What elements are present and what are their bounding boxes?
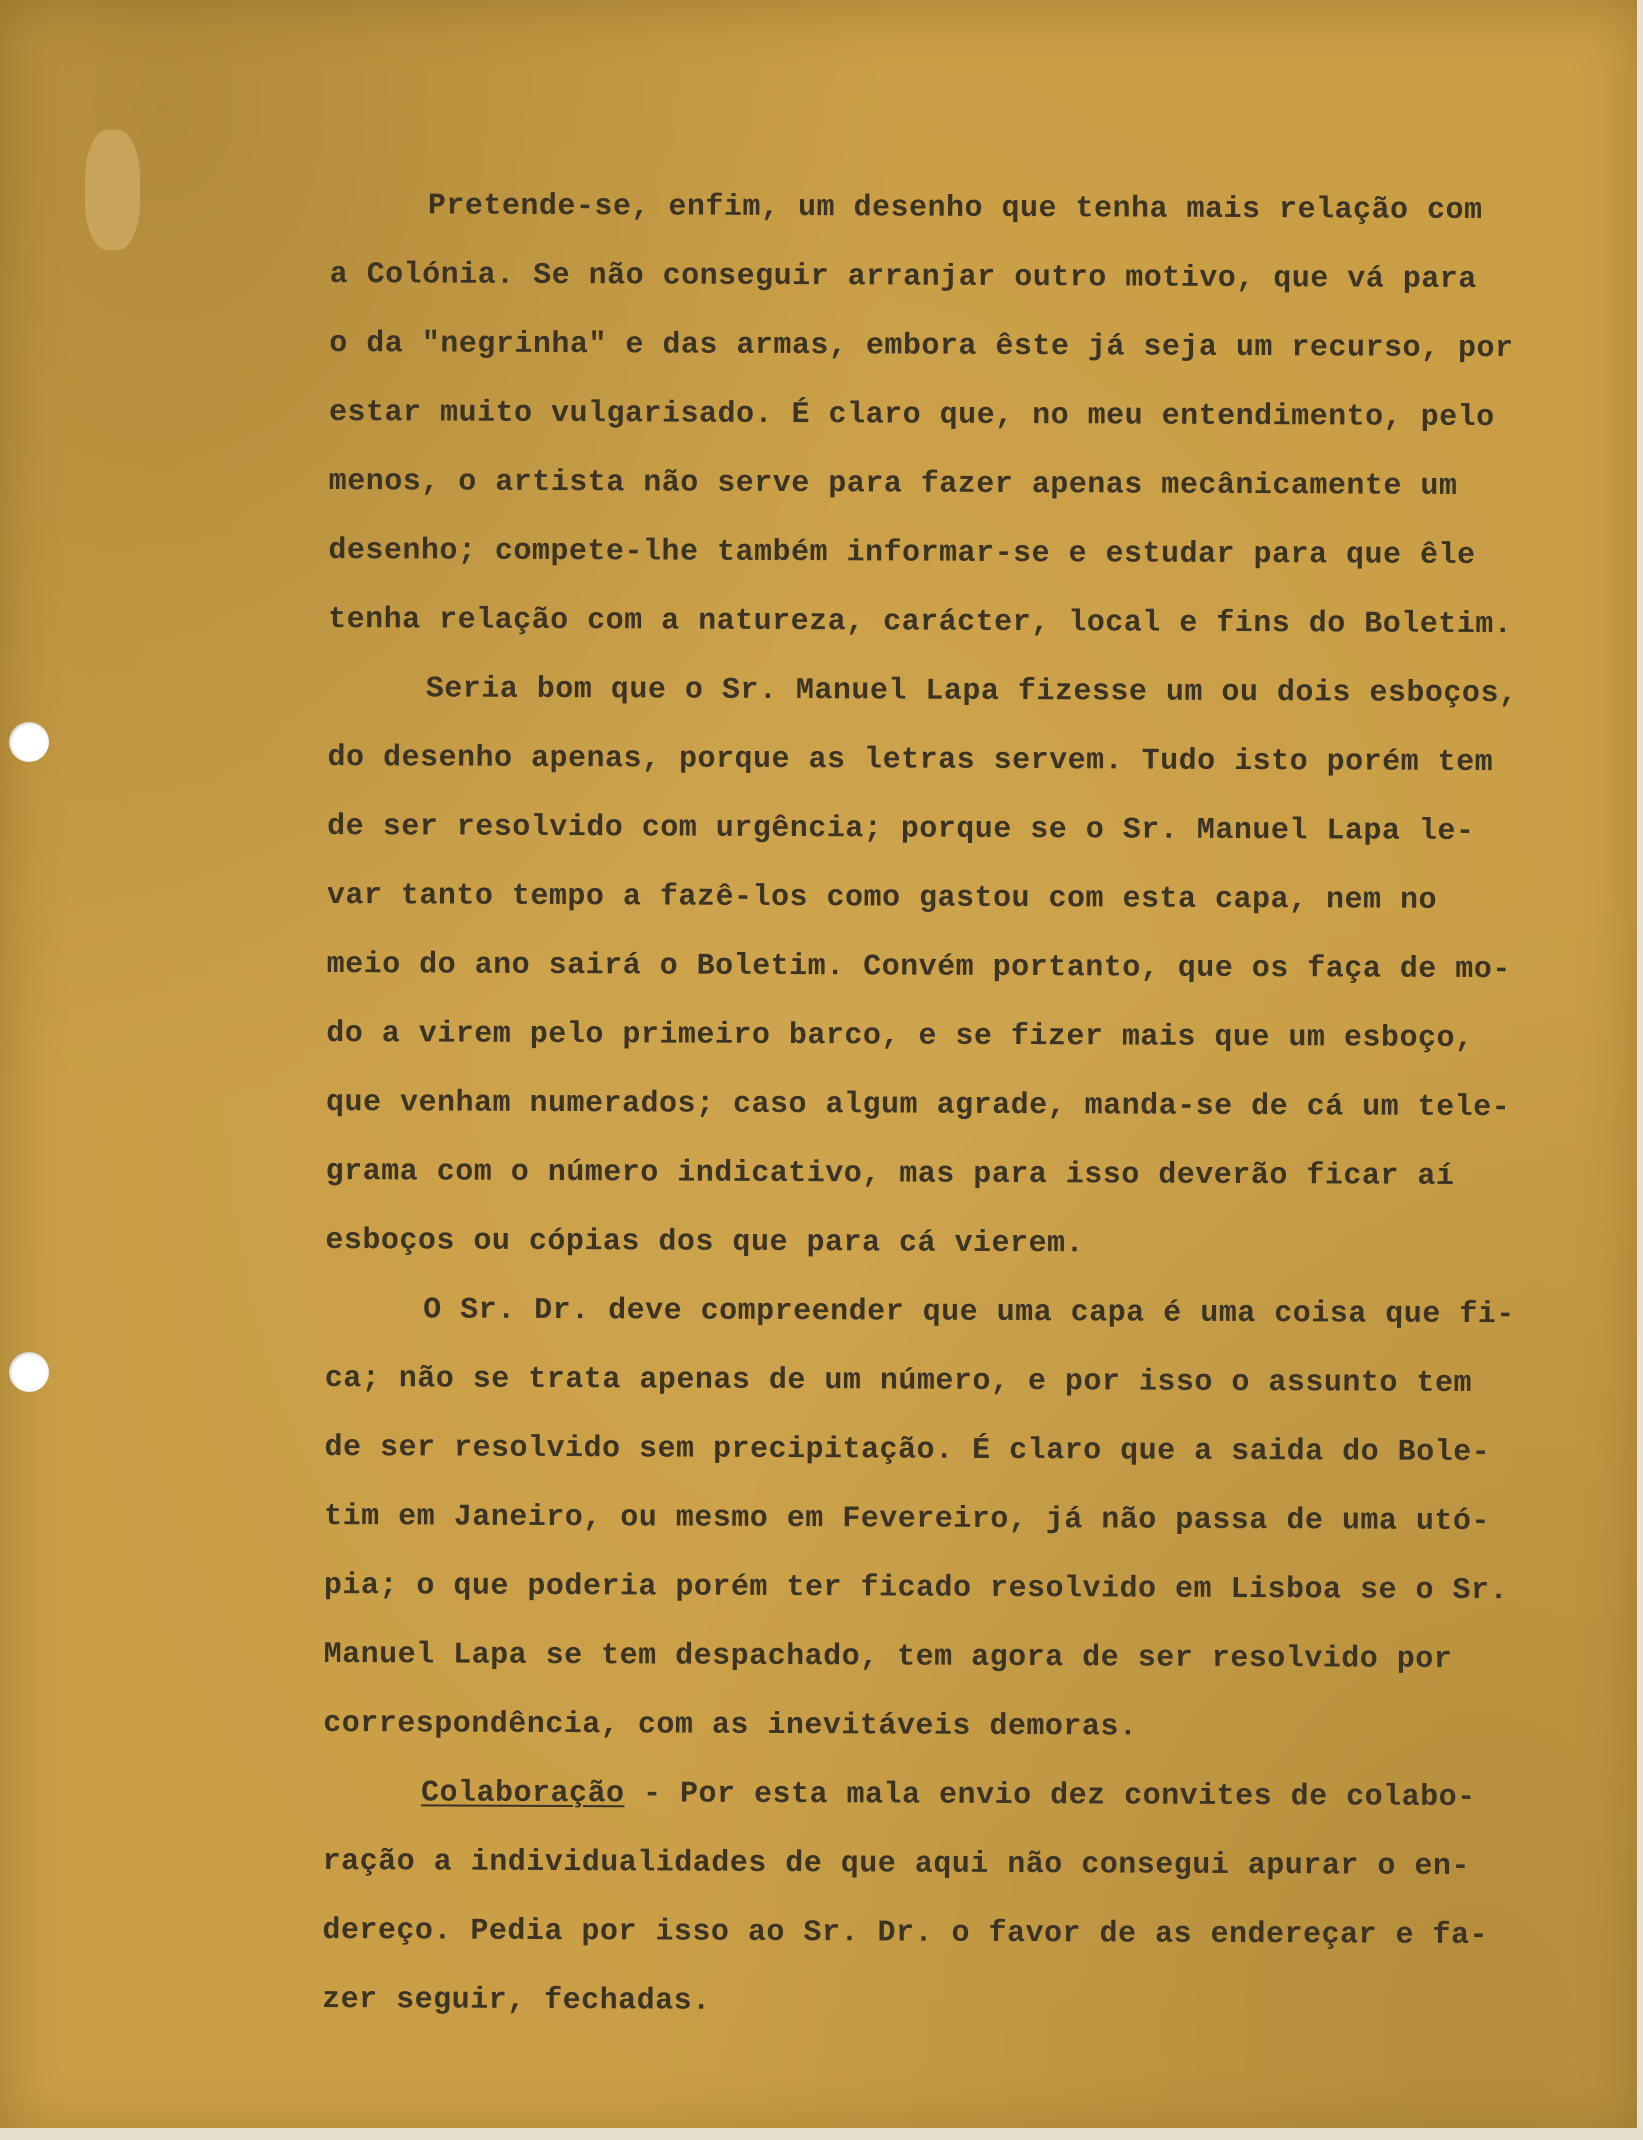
text-line: menos, o artista não serve para fazer apenas mecânicamente um: [328, 464, 1458, 504]
text-line: Manuel Lapa se tem despachado, tem agora de ser resolvido por: [323, 1637, 1453, 1677]
scan-edge-right: [1637, 0, 1643, 2140]
text-line: ração a individualidades de que aqui não consegui apurar o en-: [322, 1844, 1470, 1884]
text-line: a Colónia. Se não conseguir arranjar outro motivo, que vá para: [329, 257, 1477, 298]
text-line: tenha relação com a natureza, carácter, local e fins do Boletim.: [328, 602, 1513, 643]
text-line: que venham numerados; caso algum agrade, manda-se de cá um tele-: [325, 1085, 1511, 1126]
section-heading: Colaboração: [420, 1776, 625, 1812]
text-line: dereço. Pedia por isso ao Sr. Dr. o favor de as endereçar e fa-: [322, 1913, 1489, 1954]
text-line: O Sr. Dr. deve compreender que uma capa é uma coisa que fi-: [423, 1293, 1515, 1333]
text-line: Pretende-se, enfim, um desenho que tenha mais relação com: [427, 189, 1483, 229]
text-line: meio do ano sairá o Boletim. Convém portanto, que os faça de mo-: [326, 947, 1511, 988]
text-line: grama com o número indicativo, mas para isso deverão ficar aí: [325, 1154, 1455, 1194]
text-line: estar muito vulgarisado. É claro que, no meu entendimento, pelo: [328, 395, 1495, 436]
text-line: esboços ou cópias dos que para cá vierem.: [325, 1223, 1085, 1262]
text-line: tim em Janeiro, ou mesmo em Fevereiro, já não passa de uma utó-: [324, 1499, 1490, 1540]
text-line: o da "negrinha" e das armas, embora êste já seja um recurso, por: [329, 326, 1514, 367]
punch-hole-top: [9, 722, 49, 762]
text-line: de ser resolvido sem precipitação. É claro que a saida do Bole-: [324, 1430, 1491, 1471]
text-line: de ser resolvido com urgência; porque se o Sr. Manuel Lapa le-: [327, 809, 1475, 849]
text-line: correspondência, com as inevitáveis demoras.: [323, 1706, 1138, 1745]
section-heading-rest: - Por esta mala envio dez convites de colabo-: [624, 1777, 1476, 1816]
text-line: [421, 1775, 1476, 1816]
text-line: desenho; compete-lhe também informar-se e estudar para que êle: [328, 533, 1476, 574]
text-line: zer seguir, fechadas.: [322, 1982, 711, 2019]
text-line: pia; o que poderia porém ter ficado resolvido em Lisboa se o Sr.: [323, 1568, 1509, 1609]
paper-stain: [85, 130, 140, 250]
text-line: do a virem pelo primeiro barco, e se fizer mais que um esboço,: [326, 1016, 1474, 1056]
text-line: var tanto tempo a fazê-los como gastou com esta capa, nem no: [326, 878, 1438, 918]
text-line: ca; não se trata apenas de um número, e por isso o assunto tem: [324, 1361, 1473, 1401]
text-line: do desenho apenas, porque as letras servem. Tudo isto porém tem: [327, 740, 1494, 781]
punch-hole-bottom: [9, 1352, 49, 1392]
text-line: Seria bom que o Sr. Manuel Lapa fizesse um ou dois esboços,: [425, 672, 1518, 712]
typed-letter-body: [322, 188, 1610, 2019]
scan-edge-bottom: [0, 2128, 1643, 2140]
